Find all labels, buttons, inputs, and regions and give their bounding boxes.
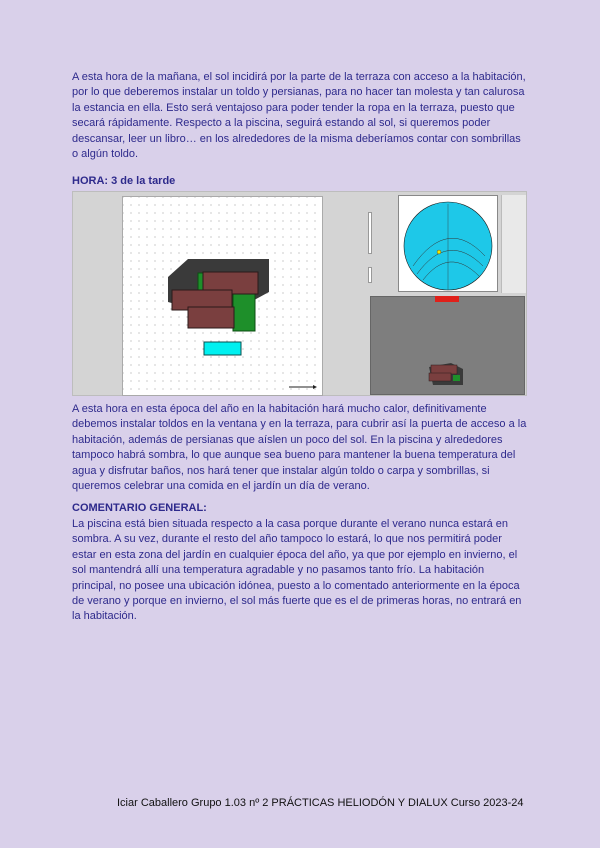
green-wall (233, 293, 255, 331)
3d-render (371, 297, 524, 394)
plan-drawing (123, 197, 322, 395)
paragraph-afternoon: A esta hora en esta época del año en la habitación hará mucho calor, definitivamente debemos instalar toldos en la ventana y en la terraza, para cubrir así la puerta de acceso a la habitación, además de persianas que aíslen un poco del sol. En la piscina y alrededores tampoco habrá sombra, lo que aunque sea bueno para mantener la buena temperatura del agua y disfrutar baños, nos hará tener que instalar algún toldo o carpa y sombrillas, si queremos celebrar una comida en el jardín un día de verano. (72, 403, 527, 493)
roof-block (188, 307, 234, 328)
plan-view (122, 196, 323, 396)
paragraph-comentario: La piscina está bien situada respecto a la casa porque durante el verano nunca estará en sombra. A su vez, durante el resto del año tampoco lo estará, lo que nos permitirá poder estar en esta zona del jardín en cualquier época del año, ya que por ejemplo en invierno, el sol mantendrá allí una temperatura agradable y no pasamos tanto frío. La habitación principal, no posee una ubicación idónea, puesto a lo comentado anteriormente en la época de verano y porque en invierno, el sol más fuerte que es el de primeras horas, no entrará en la habitación. (72, 518, 522, 623)
pool (204, 342, 241, 355)
3d-roof (429, 373, 451, 381)
sun-path-panel (398, 195, 498, 292)
sun-path-diagram (399, 196, 497, 291)
status-red-label (435, 296, 459, 302)
paragraph-morning: A esta hora de la mañana, el sol incidirá por la parte de la terraza con acceso a la habitación, por lo que deberemos instalar un toldo y persianas, para no hacer tan molesta y tan calurosa la estancia en ella. Esto será ventajoso para poder tender la ropa en la terraza, puesto que secará rápidamente. Respecto a la piscina, seguirá estando al sol, si queremos poder descansar, leer un libro… en los alrededores de la misma deberíamos contar con sombrillas o algún toldo. (72, 71, 526, 161)
scale-slider[interactable] (368, 212, 372, 254)
heading-hora: HORA: 3 de la tarde (72, 175, 176, 187)
scale-slider-2[interactable] (368, 267, 372, 283)
3d-viewport (370, 296, 525, 395)
heading-comentario: COMENTARIO GENERAL: (72, 502, 207, 514)
north-arrow-head (313, 385, 317, 389)
sun-position (437, 250, 441, 254)
3d-wall (453, 375, 460, 381)
page-footer: Iciar Caballero Grupo 1.03 nº 2 PRÁCTICAS HELIODÓN Y DIALUX Curso 2023-24 (117, 797, 524, 809)
panel-scrollbar[interactable] (501, 195, 526, 293)
heliodon-screenshot (72, 191, 527, 396)
3d-roof (431, 365, 457, 374)
